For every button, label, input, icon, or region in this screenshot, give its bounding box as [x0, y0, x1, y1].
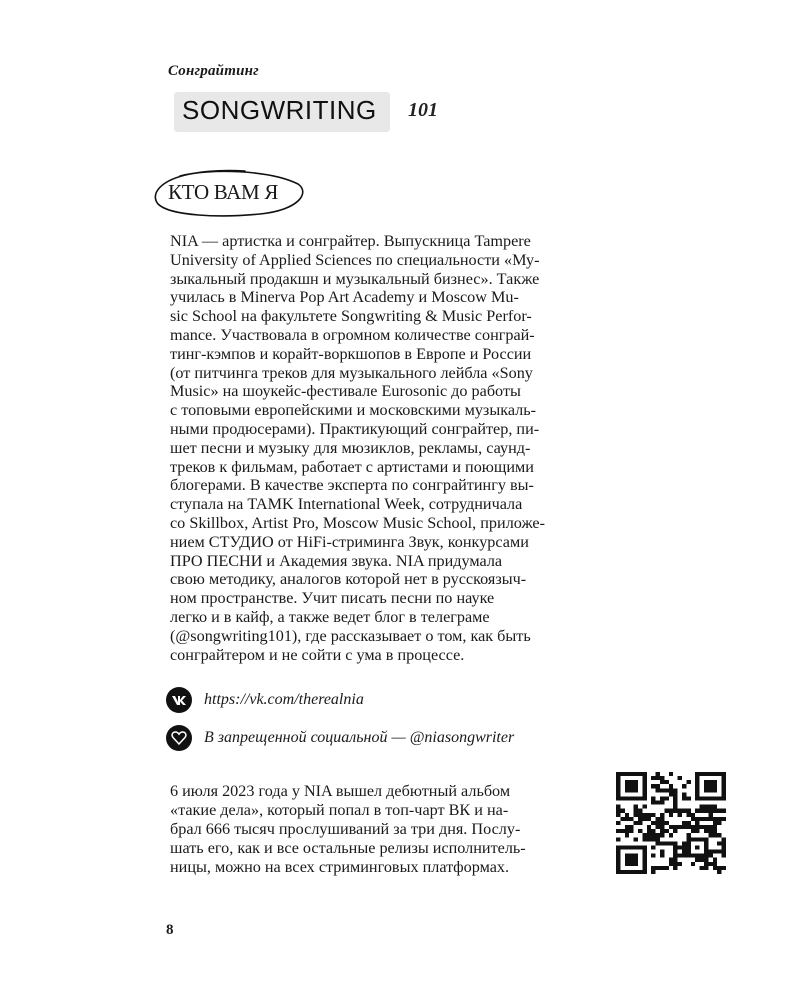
album-paragraph — [170, 782, 600, 877]
bio-line: NIA — артистка и сонграйтер. Выпускница Tampere — [170, 232, 531, 250]
bio-line: ном пространстве. Учит писать песни по науке — [170, 589, 495, 608]
logo-text: SONGWRITING — [182, 95, 377, 125]
bio-line: легко и в кайф, а также ведет блог в телеграме — [170, 607, 490, 626]
bio-line: sic School на факультете Songwriting & Music Perfor- — [170, 307, 532, 326]
bio-line: блогерами. В качестве эксперта по сонграйтингу вы- — [170, 476, 534, 495]
bio-line: училась в Minerva Pop Art Academy и Moscow Mu- — [170, 288, 519, 307]
bio-line: треков к фильмам, работает с артистами и поющими — [170, 457, 534, 476]
qr-code-icon[interactable] — [616, 772, 726, 874]
bio-line: со Skillbox, Artist Pro, Moscow Music School, приложе- — [170, 513, 546, 532]
album-line: шать его, как и все остальные релизы исполнитель- — [170, 839, 526, 857]
bio-line: ПРО ПЕСНИ и Академия звука. NIA придумала — [170, 551, 503, 570]
running-header: Сонграйтинг — [168, 63, 259, 79]
bio-line: ступала на TAMK International Week, сотрудничала — [170, 495, 523, 514]
vk-link[interactable]: https://vk.com/therealnia — [204, 691, 364, 708]
album-line: 6 июля 2023 года у NIA вышел дебютный альбом — [170, 782, 511, 800]
bio-line: mance. Участвовала в огромном количестве сонграй- — [170, 325, 535, 344]
bio-line: зыкальный продакшн и музыкальный бизнес». Также — [170, 269, 540, 288]
bio-paragraph — [170, 232, 622, 664]
vk-icon — [166, 687, 192, 713]
album-line: «такие дела», который попал в топ-чарт ВК и на- — [170, 801, 509, 819]
bio-line: нием СТУДИО от HiFi-стриминга Звук, конкурсами — [170, 532, 529, 551]
album-line: ницы, можно на всех стриминговых платформах. — [170, 858, 510, 876]
album-line: брал 666 тысяч прослушиваний за три дня. Послу- — [170, 820, 521, 838]
bio-line: сонграйтером и не сойти с ума в процессе. — [170, 645, 465, 664]
bio-line: (от питчинга треков для музыкального лейбла «Sony — [170, 363, 533, 382]
heart-icon — [166, 725, 192, 751]
vk-contact[interactable] — [166, 686, 364, 714]
section-title-oval — [150, 168, 310, 220]
bio-line: тинг-кэмпов и корайт-воркшопов в Европе и России — [170, 344, 532, 363]
page-number: 8 — [166, 922, 174, 938]
bio-line: (@songwriting101), где рассказывает о том, как быть — [170, 626, 531, 645]
bio-line: свою методику, аналогов которой нет в русскоязыч- — [170, 570, 527, 589]
bio-line: ными продюсерами). Практикующий сонграйтер, пи- — [170, 419, 540, 438]
section-title: КТО ВАМ Я — [168, 180, 279, 204]
bio-line: шет песни и музыку для мюзиклов, рекламы, саунд- — [170, 438, 531, 457]
bio-line: Music» на шоукейс-фестивале Eurosonic до работы — [170, 382, 521, 401]
instagram-contact[interactable] — [166, 724, 514, 752]
bio-line: University of Applied Sciences по специальности «Му- — [170, 250, 540, 269]
bio-line: с топовыми европейскими и московскими музыкаль- — [170, 401, 536, 420]
instagram-handle[interactable]: В запрещенной социальной — @niasongwriter — [204, 729, 515, 746]
logo-number: 101 — [408, 99, 438, 121]
